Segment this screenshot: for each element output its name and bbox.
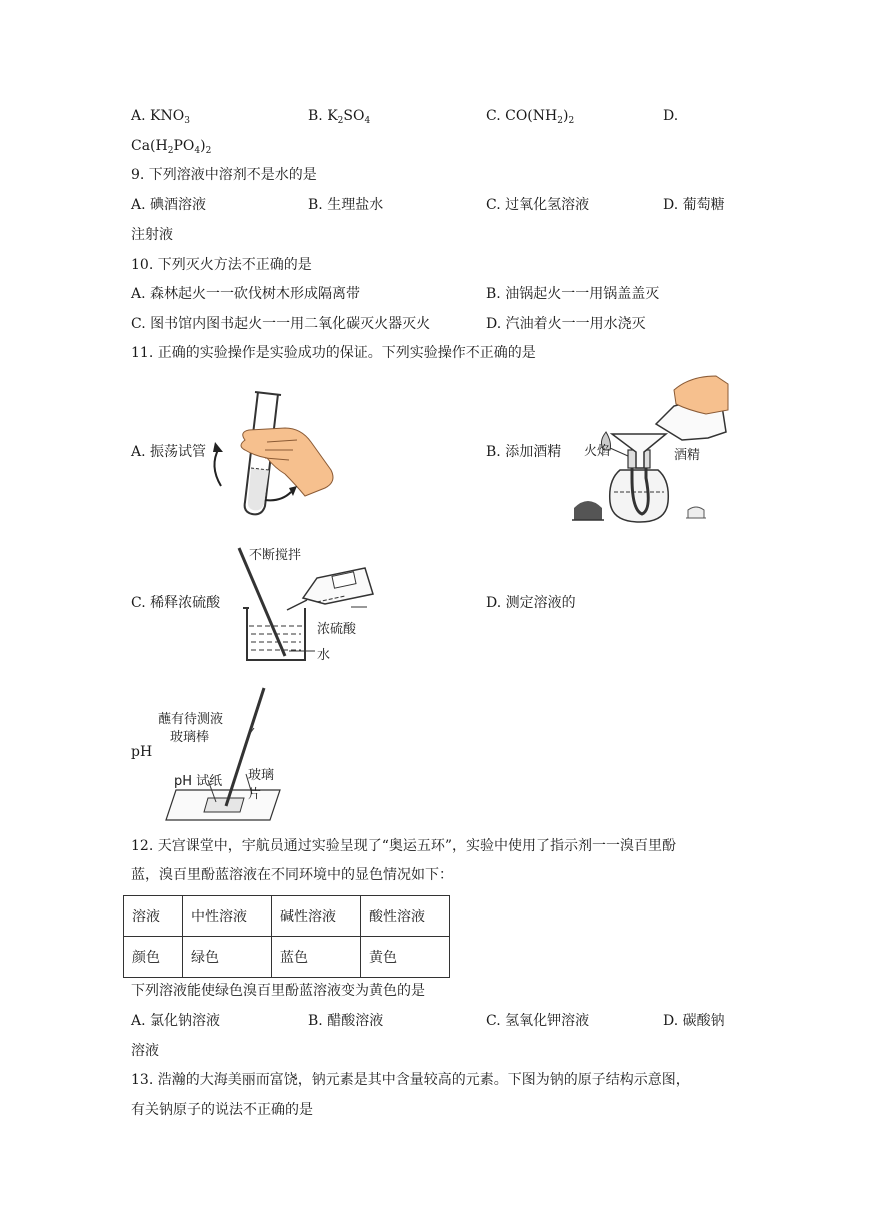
q12-stem-line1: 12. 天宫课堂中，宇航员通过实验呈现了“奥运五环”，实验中使用了指示剂一一溴百里酚	[131, 838, 677, 854]
q11-option-a: A. 振荡试管	[131, 444, 207, 460]
q9-stem: 9. 下列溶液中溶剂不是水的是	[131, 167, 317, 183]
ph-paper-label: pH 试纸	[174, 774, 223, 789]
q9-option-d-cont: 注射液	[131, 227, 173, 243]
table-row	[124, 937, 450, 978]
q8-option-d-label: D.	[663, 108, 679, 124]
table-cell: 颜色	[124, 937, 183, 978]
acid-label: 浓硫酸	[317, 622, 357, 637]
q8-option-d-formula: $Ca(H_2PO_4)_2$	[131, 138, 212, 156]
q12-option-a: A. 氯化钠溶液	[131, 1013, 221, 1029]
q10-option-c: C. 图书馆内图书起火一一用二氧化碳灭火器灭火	[131, 316, 431, 332]
q8-option-a: A. $KNO_3$	[131, 108, 190, 126]
flame-label: 火焰	[584, 444, 611, 459]
q8-option-c: C. $CO(NH_2)_2$	[486, 108, 575, 126]
table-cell: 黄色	[361, 937, 450, 978]
q11-option-d-cont: pH	[131, 744, 153, 760]
glass-rod-label: 玻璃棒	[170, 730, 210, 745]
alcohol-label: 酒精	[674, 448, 701, 463]
table-cell: 溶液	[124, 896, 183, 937]
table-row	[124, 896, 450, 937]
indicator-color-table	[123, 895, 450, 978]
q9-option-a: A. 碘酒溶液	[131, 197, 207, 213]
table-cell: 酸性溶液	[361, 896, 450, 937]
q11-option-d: D. 测定溶液的	[486, 595, 576, 611]
q12-stem-line2: 蓝，溴百里酚蓝溶液在不同环境中的显色情况如下：	[131, 867, 453, 883]
q12-option-c: C. 氢氧化钾溶液	[486, 1013, 590, 1029]
q10-stem: 10. 下列灭火方法不正确的是	[131, 257, 312, 273]
q12-option-b: B. 醋酸溶液	[308, 1013, 384, 1029]
q11-stem: 11. 正确的实验操作是实验成功的保证。下列实验操作不正确的是	[131, 345, 536, 361]
q11-option-b: B. 添加酒精	[486, 444, 562, 460]
q10-option-b: B. 油锅起火一一用锅盖盖灭	[486, 286, 660, 302]
q11-option-c: C. 稀释浓硫酸	[131, 595, 221, 611]
q10-option-a: A. 森林起火一一砍伐树木形成隔离带	[131, 286, 361, 302]
table-cell: 碱性溶液	[272, 896, 361, 937]
table-cell: 绿色	[183, 937, 272, 978]
q12-option-d-cont: 溶液	[131, 1043, 159, 1059]
q9-option-d: D. 葡萄糖	[663, 197, 725, 213]
q10-option-d: D. 汽油着火一一用水浇灭	[486, 316, 646, 332]
q8-option-b: B. $K_2SO_4$	[308, 108, 371, 126]
shake-test-tube-figure	[205, 388, 340, 520]
table-cell: 蓝色	[272, 937, 361, 978]
q9-option-b: B. 生理盐水	[308, 197, 384, 213]
dilute-sulfuric-acid-figure	[225, 538, 395, 668]
q9-option-c: C. 过氧化氢溶液	[486, 197, 590, 213]
water-label: 水	[317, 648, 331, 663]
q13-stem-line2: 有关钠原子的说法不正确的是	[131, 1102, 313, 1118]
glass-plate-label: 玻璃片	[248, 768, 275, 802]
table-cell: 中性溶液	[183, 896, 272, 937]
ph-test-figure	[156, 686, 286, 822]
dip-label: 蘸有待测液	[158, 712, 224, 727]
q12-question: 下列溶液能使绿色溴百里酚蓝溶液变为黄色的是	[131, 983, 425, 999]
stir-label: 不断搅拌	[249, 548, 302, 563]
q13-stem-line1: 13. 浩瀚的大海美丽而富饶，钠元素是其中含量较高的元素。下图为钠的原子结构示意图，	[131, 1072, 690, 1088]
q12-option-d: D. 碳酸钠	[663, 1013, 725, 1029]
add-alcohol-figure	[570, 370, 730, 528]
